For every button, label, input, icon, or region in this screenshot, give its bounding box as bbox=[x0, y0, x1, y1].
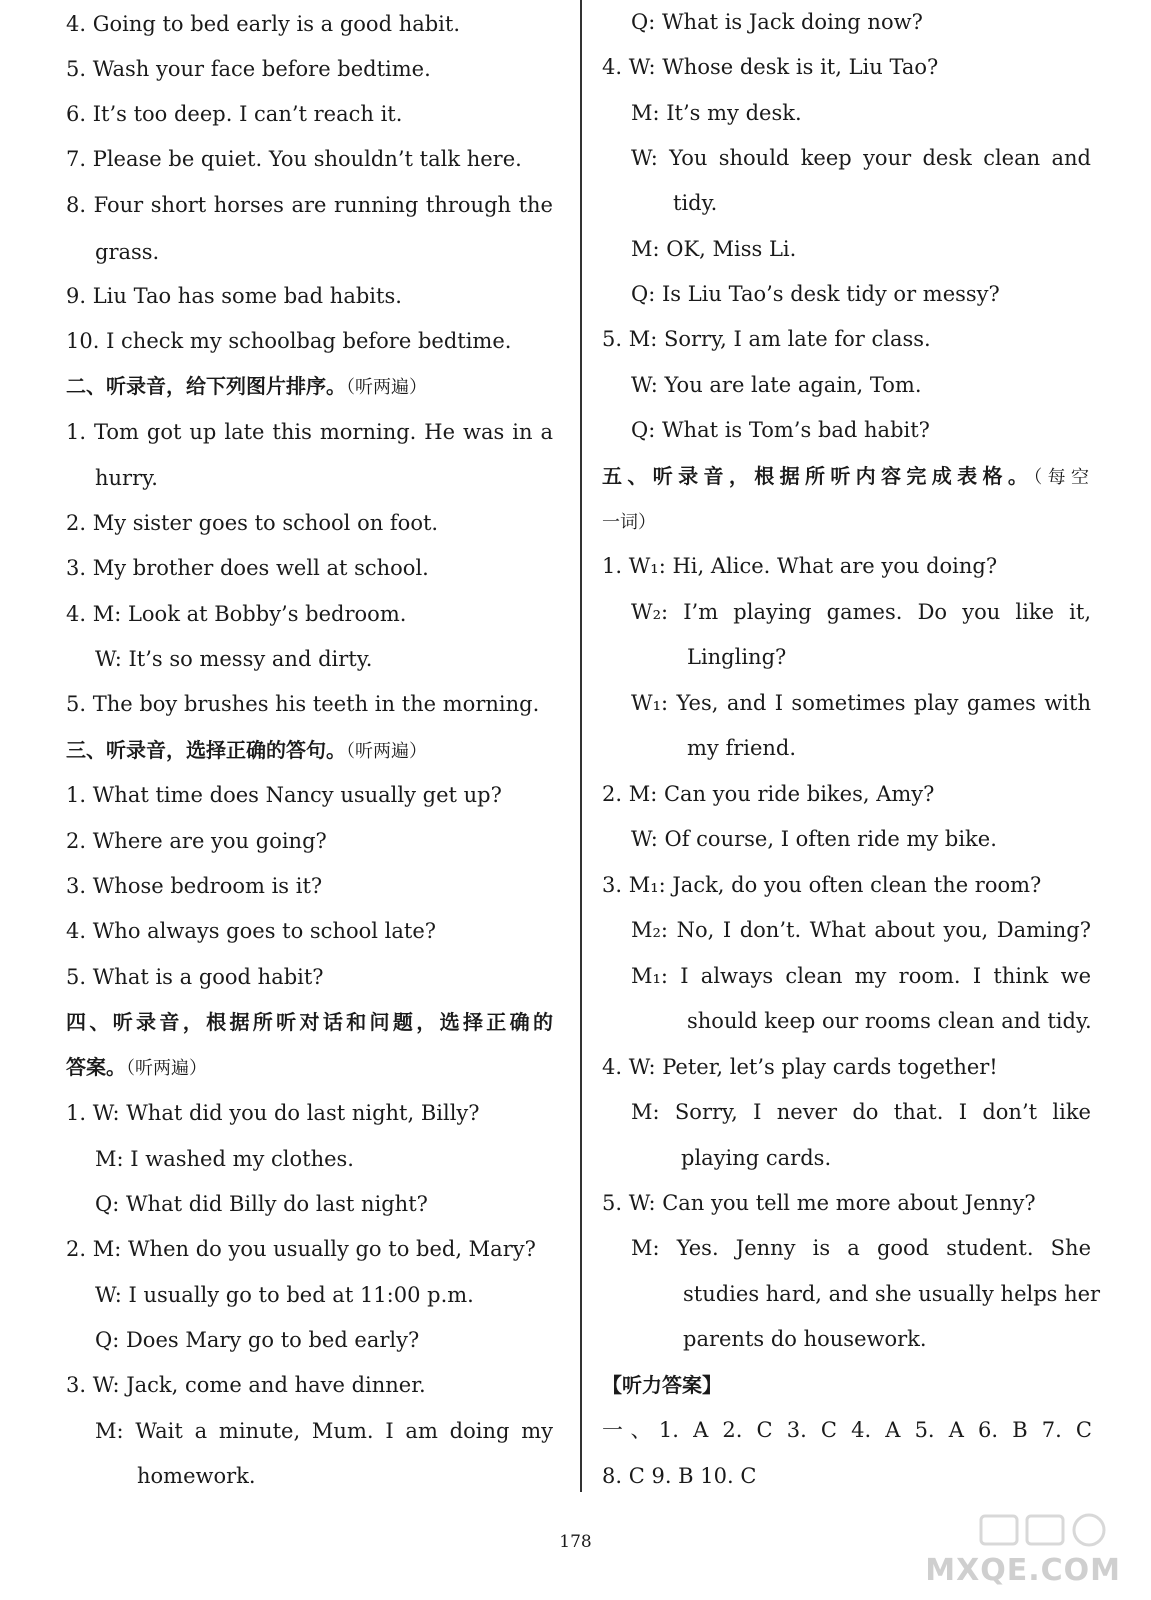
line-text: 一词） bbox=[602, 512, 656, 533]
text-line bbox=[66, 592, 406, 637]
text-line bbox=[95, 1182, 428, 1227]
text-line bbox=[66, 183, 553, 228]
section-heading bbox=[602, 499, 656, 544]
line-text: 3. W: Jack, come and have dinner. bbox=[66, 1373, 426, 1397]
line-text: grass. bbox=[95, 240, 160, 264]
text-line bbox=[687, 635, 786, 680]
line-text: 1. Tom got up late this morning. He was in a bbox=[66, 420, 553, 444]
text-line bbox=[66, 92, 402, 137]
line-note: （听两遍） bbox=[346, 377, 427, 398]
line-text: 2. My sister goes to school on foot. bbox=[66, 511, 439, 535]
text-line bbox=[631, 590, 1091, 635]
text-line bbox=[95, 230, 159, 275]
section-heading bbox=[66, 1045, 207, 1090]
watermark-logo-icon bbox=[971, 1510, 1121, 1550]
text-line bbox=[66, 319, 511, 364]
watermark-text: MXQE.COM bbox=[925, 1553, 1121, 1588]
section-heading bbox=[66, 728, 427, 773]
line-text: 4. Who always goes to school late? bbox=[66, 919, 437, 943]
text-line bbox=[631, 136, 1091, 181]
text-line bbox=[687, 999, 1092, 1044]
line-text: 【听力答案】 bbox=[602, 1373, 722, 1397]
line-text: 答案。 bbox=[66, 1055, 126, 1079]
line-text: 5. What is a good habit? bbox=[66, 965, 324, 989]
line-text: 4. M: Look at Bobby’s bedroom. bbox=[66, 602, 407, 626]
line-text: 8. Four short horses are running through the bbox=[66, 193, 553, 217]
text-line bbox=[95, 1137, 354, 1182]
text-line bbox=[66, 773, 502, 818]
text-line bbox=[66, 955, 324, 1000]
line-text: should keep our rooms clean and tidy. bbox=[687, 1009, 1092, 1033]
line-text: M: OK, Miss Li. bbox=[631, 237, 797, 261]
text-line bbox=[631, 363, 922, 408]
text-line bbox=[66, 682, 539, 727]
text-line bbox=[631, 227, 796, 272]
line-text: homework. bbox=[137, 1464, 256, 1488]
text-line bbox=[95, 637, 372, 682]
line-text: 一、1. A 2. C 3. C 4. A 5. A 6. B 7. C bbox=[602, 1418, 1092, 1442]
line-text: 2. M: When do you usually go to bed, Mary? bbox=[66, 1237, 536, 1261]
line-text: W: You should keep your desk clean and bbox=[631, 146, 1091, 170]
text-line bbox=[602, 544, 997, 589]
line-text: 三、听录音，选择正确的答句。 bbox=[66, 738, 346, 762]
line-text: W: I usually go to bed at 11:00 p.m. bbox=[95, 1283, 474, 1307]
text-line bbox=[683, 1317, 927, 1362]
line-text: 3. M₁: Jack, do you often clean the room? bbox=[602, 873, 1042, 897]
line-text: M: Sorry, I never do that. I don’t like bbox=[631, 1100, 1091, 1124]
text-line bbox=[602, 1408, 1092, 1453]
line-text: hurry. bbox=[95, 466, 158, 490]
text-line bbox=[95, 1409, 553, 1454]
text-line bbox=[66, 2, 460, 47]
text-line bbox=[66, 864, 322, 909]
line-text: 6. It’s too deep. I can’t reach it. bbox=[66, 102, 403, 126]
text-line bbox=[687, 726, 796, 771]
line-text: M₁: I always clean my room. I think we bbox=[631, 964, 1091, 988]
text-line bbox=[602, 1045, 998, 1090]
section-heading bbox=[602, 454, 1089, 499]
line-text: Q: Does Mary go to bed early? bbox=[95, 1328, 420, 1352]
line-text: M₂: No, I don’t. What about you, Daming? bbox=[631, 918, 1091, 942]
line-text: 1. What time does Nancy usually get up? bbox=[66, 783, 502, 807]
text-line bbox=[66, 137, 522, 182]
line-text: 1. W₁: Hi, Alice. What are you doing? bbox=[602, 554, 998, 578]
line-note: （每空 bbox=[1033, 467, 1090, 488]
line-text: playing cards. bbox=[681, 1146, 832, 1170]
line-text: 五、听录音，根据所听内容完成表格。 bbox=[602, 464, 1034, 488]
line-text: 2. Where are you going? bbox=[66, 829, 327, 853]
line-text: 4. W: Whose desk is it, Liu Tao? bbox=[602, 55, 939, 79]
line-text: 3. My brother does well at school. bbox=[66, 556, 429, 580]
text-line bbox=[602, 317, 931, 362]
line-text: 10. I check my schoolbag before bedtime. bbox=[66, 329, 512, 353]
section-heading bbox=[66, 1000, 553, 1045]
line-text: studies hard, and she usually helps her bbox=[683, 1282, 1101, 1306]
text-line bbox=[66, 1227, 536, 1272]
text-line bbox=[66, 909, 436, 954]
text-line bbox=[95, 1318, 419, 1363]
text-line bbox=[681, 1136, 831, 1181]
line-text: 1. W: What did you do last night, Billy? bbox=[66, 1101, 480, 1125]
line-text: Lingling? bbox=[687, 645, 787, 669]
text-line bbox=[66, 501, 438, 546]
line-text: 9. Liu Tao has some bad habits. bbox=[66, 284, 402, 308]
line-text: 5. Wash your face before bedtime. bbox=[66, 57, 431, 81]
line-text: 4. Going to bed early is a good habit. bbox=[66, 12, 461, 36]
line-text: M: I washed my clothes. bbox=[95, 1147, 354, 1171]
line-text: M: Wait a minute, Mum. I am doing my bbox=[95, 1419, 553, 1443]
section-heading bbox=[602, 1363, 722, 1408]
line-text: 5. The boy brushes his teeth in the morning. bbox=[66, 692, 540, 716]
line-text: my friend. bbox=[687, 736, 797, 760]
text-line bbox=[95, 456, 158, 501]
text-line bbox=[631, 1226, 1091, 1271]
text-line bbox=[66, 47, 431, 92]
text-line bbox=[631, 272, 1000, 317]
line-text: 3. Whose bedroom is it? bbox=[66, 874, 323, 898]
text-line bbox=[631, 91, 802, 136]
line-text: Q: What is Tom’s bad habit? bbox=[631, 418, 930, 442]
line-text: 二、听录音，给下列图片排序。 bbox=[66, 374, 346, 398]
line-text: 5. W: Can you tell me more about Jenny? bbox=[602, 1191, 1036, 1215]
text-line bbox=[631, 1090, 1091, 1135]
text-line bbox=[66, 410, 553, 455]
text-line bbox=[602, 1454, 756, 1499]
section-heading bbox=[66, 364, 427, 409]
line-text: 7. Please be quiet. You shouldn’t talk here. bbox=[66, 147, 522, 171]
line-text: 5. M: Sorry, I am late for class. bbox=[602, 327, 931, 351]
text-line bbox=[683, 1272, 1101, 1317]
text-line bbox=[95, 1273, 474, 1318]
line-text: M: Yes. Jenny is a good student. She bbox=[631, 1236, 1091, 1260]
line-text: 8. C 9. B 10. C bbox=[602, 1464, 757, 1488]
line-text: W₁: Yes, and I sometimes play games with bbox=[631, 691, 1091, 715]
text-line bbox=[66, 546, 429, 591]
line-text: W: It’s so messy and dirty. bbox=[95, 647, 373, 671]
line-text: Q: Is Liu Tao’s desk tidy or messy? bbox=[631, 282, 1000, 306]
line-text: W₂: I’m playing games. Do you like it, bbox=[631, 600, 1091, 624]
line-text: Q: What is Jack doing now? bbox=[631, 10, 923, 34]
text-line bbox=[66, 1363, 426, 1408]
line-note: （听两遍） bbox=[126, 1058, 207, 1079]
text-line bbox=[602, 863, 1041, 908]
line-text: M: It’s my desk. bbox=[631, 101, 802, 125]
text-line bbox=[631, 408, 930, 453]
text-line bbox=[602, 45, 938, 90]
line-text: 四、听录音，根据所听对话和问题，选择正确的 bbox=[66, 1010, 553, 1034]
text-line bbox=[602, 1181, 1036, 1226]
line-note: （听两遍） bbox=[346, 741, 427, 762]
line-text: W: Of course, I often ride my bike. bbox=[631, 827, 997, 851]
line-text: parents do housework. bbox=[683, 1327, 927, 1351]
text-line bbox=[66, 274, 402, 319]
text-line bbox=[631, 954, 1091, 999]
text-line bbox=[137, 1454, 256, 1499]
text-line bbox=[602, 772, 934, 817]
line-text: W: You are late again, Tom. bbox=[631, 373, 922, 397]
text-line bbox=[66, 1091, 480, 1136]
page-number: 178 bbox=[559, 1532, 592, 1552]
text-line bbox=[631, 0, 923, 45]
text-line bbox=[631, 681, 1091, 726]
text-line bbox=[673, 181, 717, 226]
line-text: 4. W: Peter, let’s play cards together! bbox=[602, 1055, 998, 1079]
column-divider bbox=[580, 0, 582, 1492]
line-text: 2. M: Can you ride bikes, Amy? bbox=[602, 782, 935, 806]
text-line bbox=[631, 908, 1091, 953]
text-line bbox=[631, 817, 997, 862]
line-text: tidy. bbox=[673, 191, 718, 215]
text-line bbox=[66, 819, 327, 864]
line-text: Q: What did Billy do last night? bbox=[95, 1192, 428, 1216]
